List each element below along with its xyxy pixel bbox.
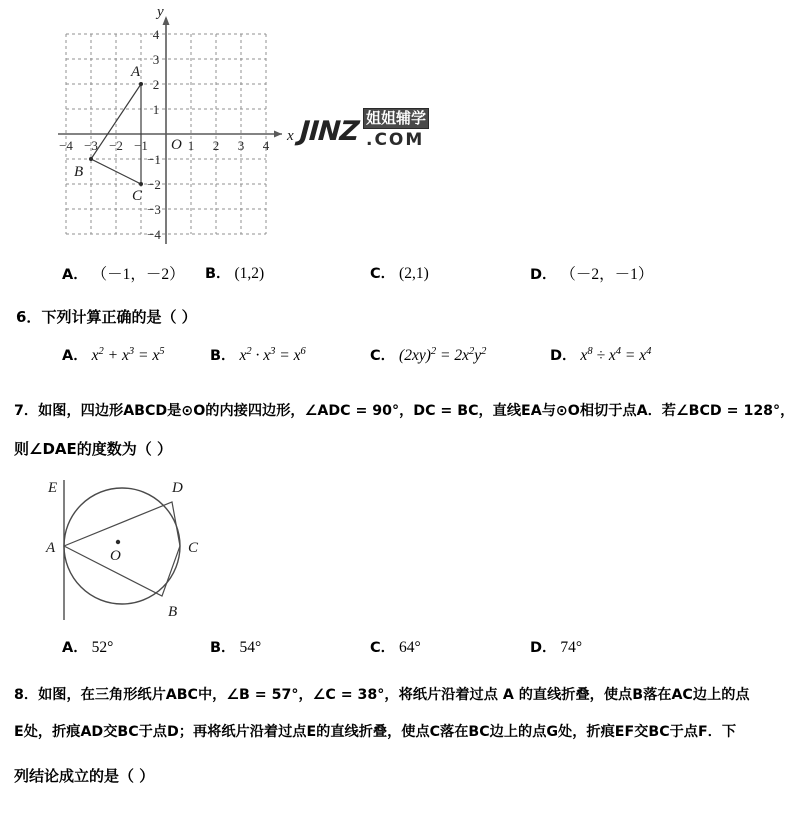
vertex-d-label: D — [172, 480, 183, 496]
q5-option-d[interactable] — [530, 262, 653, 284]
q7-stem-line1 — [14, 400, 794, 420]
q7-option-d[interactable] — [530, 636, 582, 657]
svg-text:−4: −4 — [147, 227, 161, 242]
q5-option-c[interactable] — [370, 262, 429, 283]
q6-options-row — [0, 344, 806, 370]
x-axis-label: x — [287, 128, 294, 144]
svg-text:3: 3 — [237, 138, 245, 153]
q7-option-b[interactable] — [210, 636, 261, 657]
q7-option-d-text: 74° — [560, 639, 583, 656]
q8-stem-line2 — [14, 721, 736, 741]
q5-option-c-tag: C． — [370, 266, 396, 282]
q5-option-a-tag: A． — [62, 267, 88, 283]
point-e-label: E — [48, 480, 58, 496]
svg-text:−1: −1 — [134, 138, 148, 153]
q6-option-d-tag: D． — [550, 348, 577, 364]
x-tick-labels — [59, 138, 270, 153]
svg-text:1: 1 — [152, 102, 160, 117]
q8-line3-text: 列结论成立的是（ ） — [14, 767, 155, 785]
q6-stem-text: 下列计算正确的是（ ） — [41, 308, 197, 326]
q7-option-a-text: 52° — [91, 639, 114, 656]
q7-line2-text: 则∠DAE的度数为（ ） — [14, 440, 172, 458]
svg-text:1: 1 — [187, 138, 195, 153]
q5-options-row — [0, 262, 806, 288]
svg-text:−2: −2 — [147, 177, 161, 192]
point-c-dot — [139, 182, 143, 186]
quadrilateral-abcd — [64, 502, 180, 596]
q8-line2-text: E处，折痕AD交BC于点D；再将纸片沿着过点E的直线折叠，使点C落在BC边上的点G处，折痕EF交BC于点F．下 — [14, 724, 737, 740]
svg-text:3: 3 — [152, 52, 160, 67]
center-dot — [116, 540, 120, 544]
q6-option-b-text: $x^2 \cdot x^3 = x^6$ — [239, 345, 306, 364]
origin-label: O — [171, 137, 182, 153]
center-label: O — [110, 548, 121, 564]
q8-number: 8． — [14, 687, 39, 703]
q6-option-c[interactable] — [370, 344, 486, 365]
q5-option-b-tag: B． — [205, 266, 231, 282]
svg-text:4: 4 — [262, 138, 270, 153]
q7-option-a-tag: A． — [62, 640, 88, 656]
q6-option-c-text: $(2xy)^2 = 2x^2y^2$ — [399, 345, 487, 364]
q5-option-c-text: (2,1) — [399, 265, 429, 282]
q5-option-a[interactable] — [62, 262, 185, 284]
q5-option-d-tag: D． — [530, 267, 557, 283]
q6-number: 6． — [16, 308, 42, 326]
q5-option-d-text: （－2，－1） — [560, 266, 654, 283]
point-c-label: C — [132, 188, 143, 204]
watermark-brand: JINZ — [298, 116, 360, 147]
x-axis-arrow — [274, 131, 282, 138]
q7-options-row — [0, 636, 806, 662]
q8-stem-line3 — [14, 765, 154, 786]
point-b-label: B — [74, 164, 84, 180]
svg-text:4: 4 — [152, 27, 160, 42]
watermark — [300, 108, 440, 156]
q8-line1-text: 如图，在三角形纸片ABC中，∠B = 57°，∠C = 38°，将纸片沿着过点 A 的直线折叠，使点B落在AC边上的点 — [38, 687, 750, 703]
point-a-dot — [139, 82, 143, 86]
svg-text:2: 2 — [152, 77, 160, 92]
q6-option-b[interactable] — [210, 344, 306, 365]
svg-text:−1: −1 — [147, 152, 161, 167]
q7-option-b-text: 54° — [239, 639, 262, 656]
svg-text:−3: −3 — [84, 138, 98, 153]
q7-option-c[interactable] — [370, 636, 421, 657]
q7-option-c-tag: C． — [370, 640, 396, 656]
point-a-label: A — [131, 64, 141, 80]
svg-text:2: 2 — [212, 138, 220, 153]
svg-text:−4: −4 — [59, 138, 73, 153]
q6-option-a-tag: A． — [62, 348, 88, 364]
axes — [58, 18, 282, 244]
watermark-cn-text: 姐姐辅学 — [363, 108, 429, 129]
q7-line1-text: 如图，四边形ABCD是⊙O的内接四边形，∠ADC = 90°，DC = BC，直线EA与⊙O相切于点A．若∠BCD = 128°， — [38, 403, 795, 419]
vertex-b-label: B — [168, 604, 178, 620]
q6-option-d[interactable] — [550, 344, 651, 365]
svg-text:−2: −2 — [109, 138, 123, 153]
q6-option-b-tag: B． — [210, 348, 236, 364]
q7-stem-line2 — [14, 438, 172, 459]
y-axis-label: y — [157, 4, 164, 20]
q7-option-a[interactable] — [62, 636, 113, 657]
q6-stem — [16, 306, 197, 327]
coordinate-plane-figure — [44, 4, 294, 249]
svg-text:−3: −3 — [147, 202, 161, 217]
q6-option-a-text: $x^2 + x^3 = x^5$ — [91, 345, 165, 364]
q7-option-b-tag: B． — [210, 640, 236, 656]
circle-figure — [22, 468, 252, 633]
q6-option-d-text: $x^8 \div x^4 = x^4$ — [580, 345, 652, 364]
vertex-c-label: C — [188, 540, 199, 556]
watermark-domain: .COM — [366, 130, 425, 150]
q5-option-b[interactable] — [205, 262, 264, 283]
q7-option-d-tag: D． — [530, 640, 557, 656]
q6-option-a[interactable] — [62, 344, 164, 365]
q5-option-a-text: （－1，－2） — [91, 266, 185, 283]
q6-option-c-tag: C． — [370, 348, 396, 364]
vertex-a-label: A — [46, 540, 56, 556]
q8-stem-line1 — [14, 684, 750, 704]
point-b-dot — [89, 157, 93, 161]
q7-option-c-text: 64° — [399, 639, 421, 656]
q5-option-b-text: (1,2) — [234, 265, 265, 282]
q7-number: 7． — [14, 403, 39, 419]
